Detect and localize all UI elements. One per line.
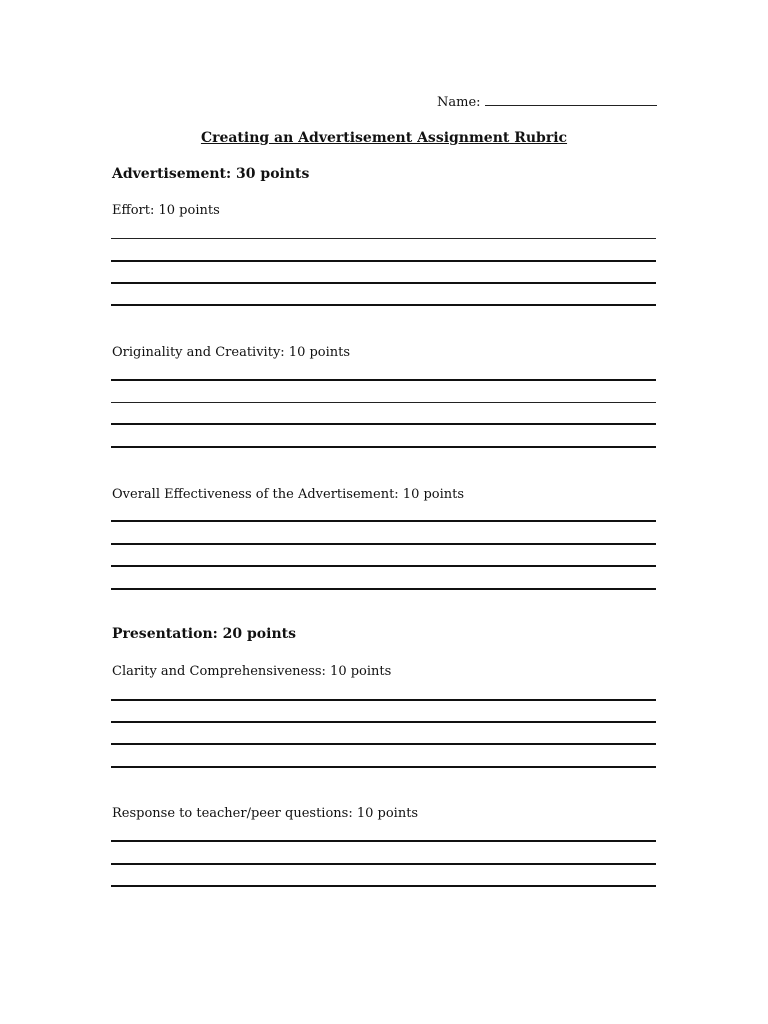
answer-line	[111, 588, 656, 590]
answer-line	[111, 238, 656, 239]
answer-line	[111, 743, 656, 745]
criterion-label-originality: Originality and Creativity: 10 points	[112, 345, 351, 360]
answer-line	[111, 446, 656, 448]
answer-line	[111, 520, 656, 522]
answer-line	[111, 304, 656, 306]
criterion-label-response: Response to teacher/peer questions: 10 points	[112, 806, 419, 821]
answer-line	[111, 543, 656, 545]
answer-line	[111, 565, 656, 567]
page-title: Creating an Advertisement Assignment Rubric	[200, 130, 568, 146]
answer-line	[111, 402, 656, 403]
section-heading-presentation: Presentation: 20 points	[112, 626, 296, 642]
name-label: Name:	[437, 95, 481, 110]
answer-line	[111, 282, 656, 284]
answer-line	[111, 721, 656, 723]
answer-line	[111, 379, 656, 381]
answer-line	[111, 699, 656, 701]
answer-line	[111, 885, 656, 887]
answer-line	[111, 766, 656, 768]
answer-line	[111, 423, 656, 425]
answer-line	[111, 863, 656, 865]
criterion-label-effectiveness: Overall Effectiveness of the Advertisement: 10 points	[112, 487, 465, 502]
answer-line	[111, 260, 656, 262]
section-heading-advertisement: Advertisement: 30 points	[112, 166, 310, 182]
answer-line	[111, 840, 656, 842]
name-blank-line	[485, 93, 657, 106]
criterion-label-effort: Effort: 10 points	[112, 203, 220, 218]
name-field	[437, 93, 657, 110]
criterion-label-clarity: Clarity and Comprehensiveness: 10 points	[112, 664, 392, 679]
